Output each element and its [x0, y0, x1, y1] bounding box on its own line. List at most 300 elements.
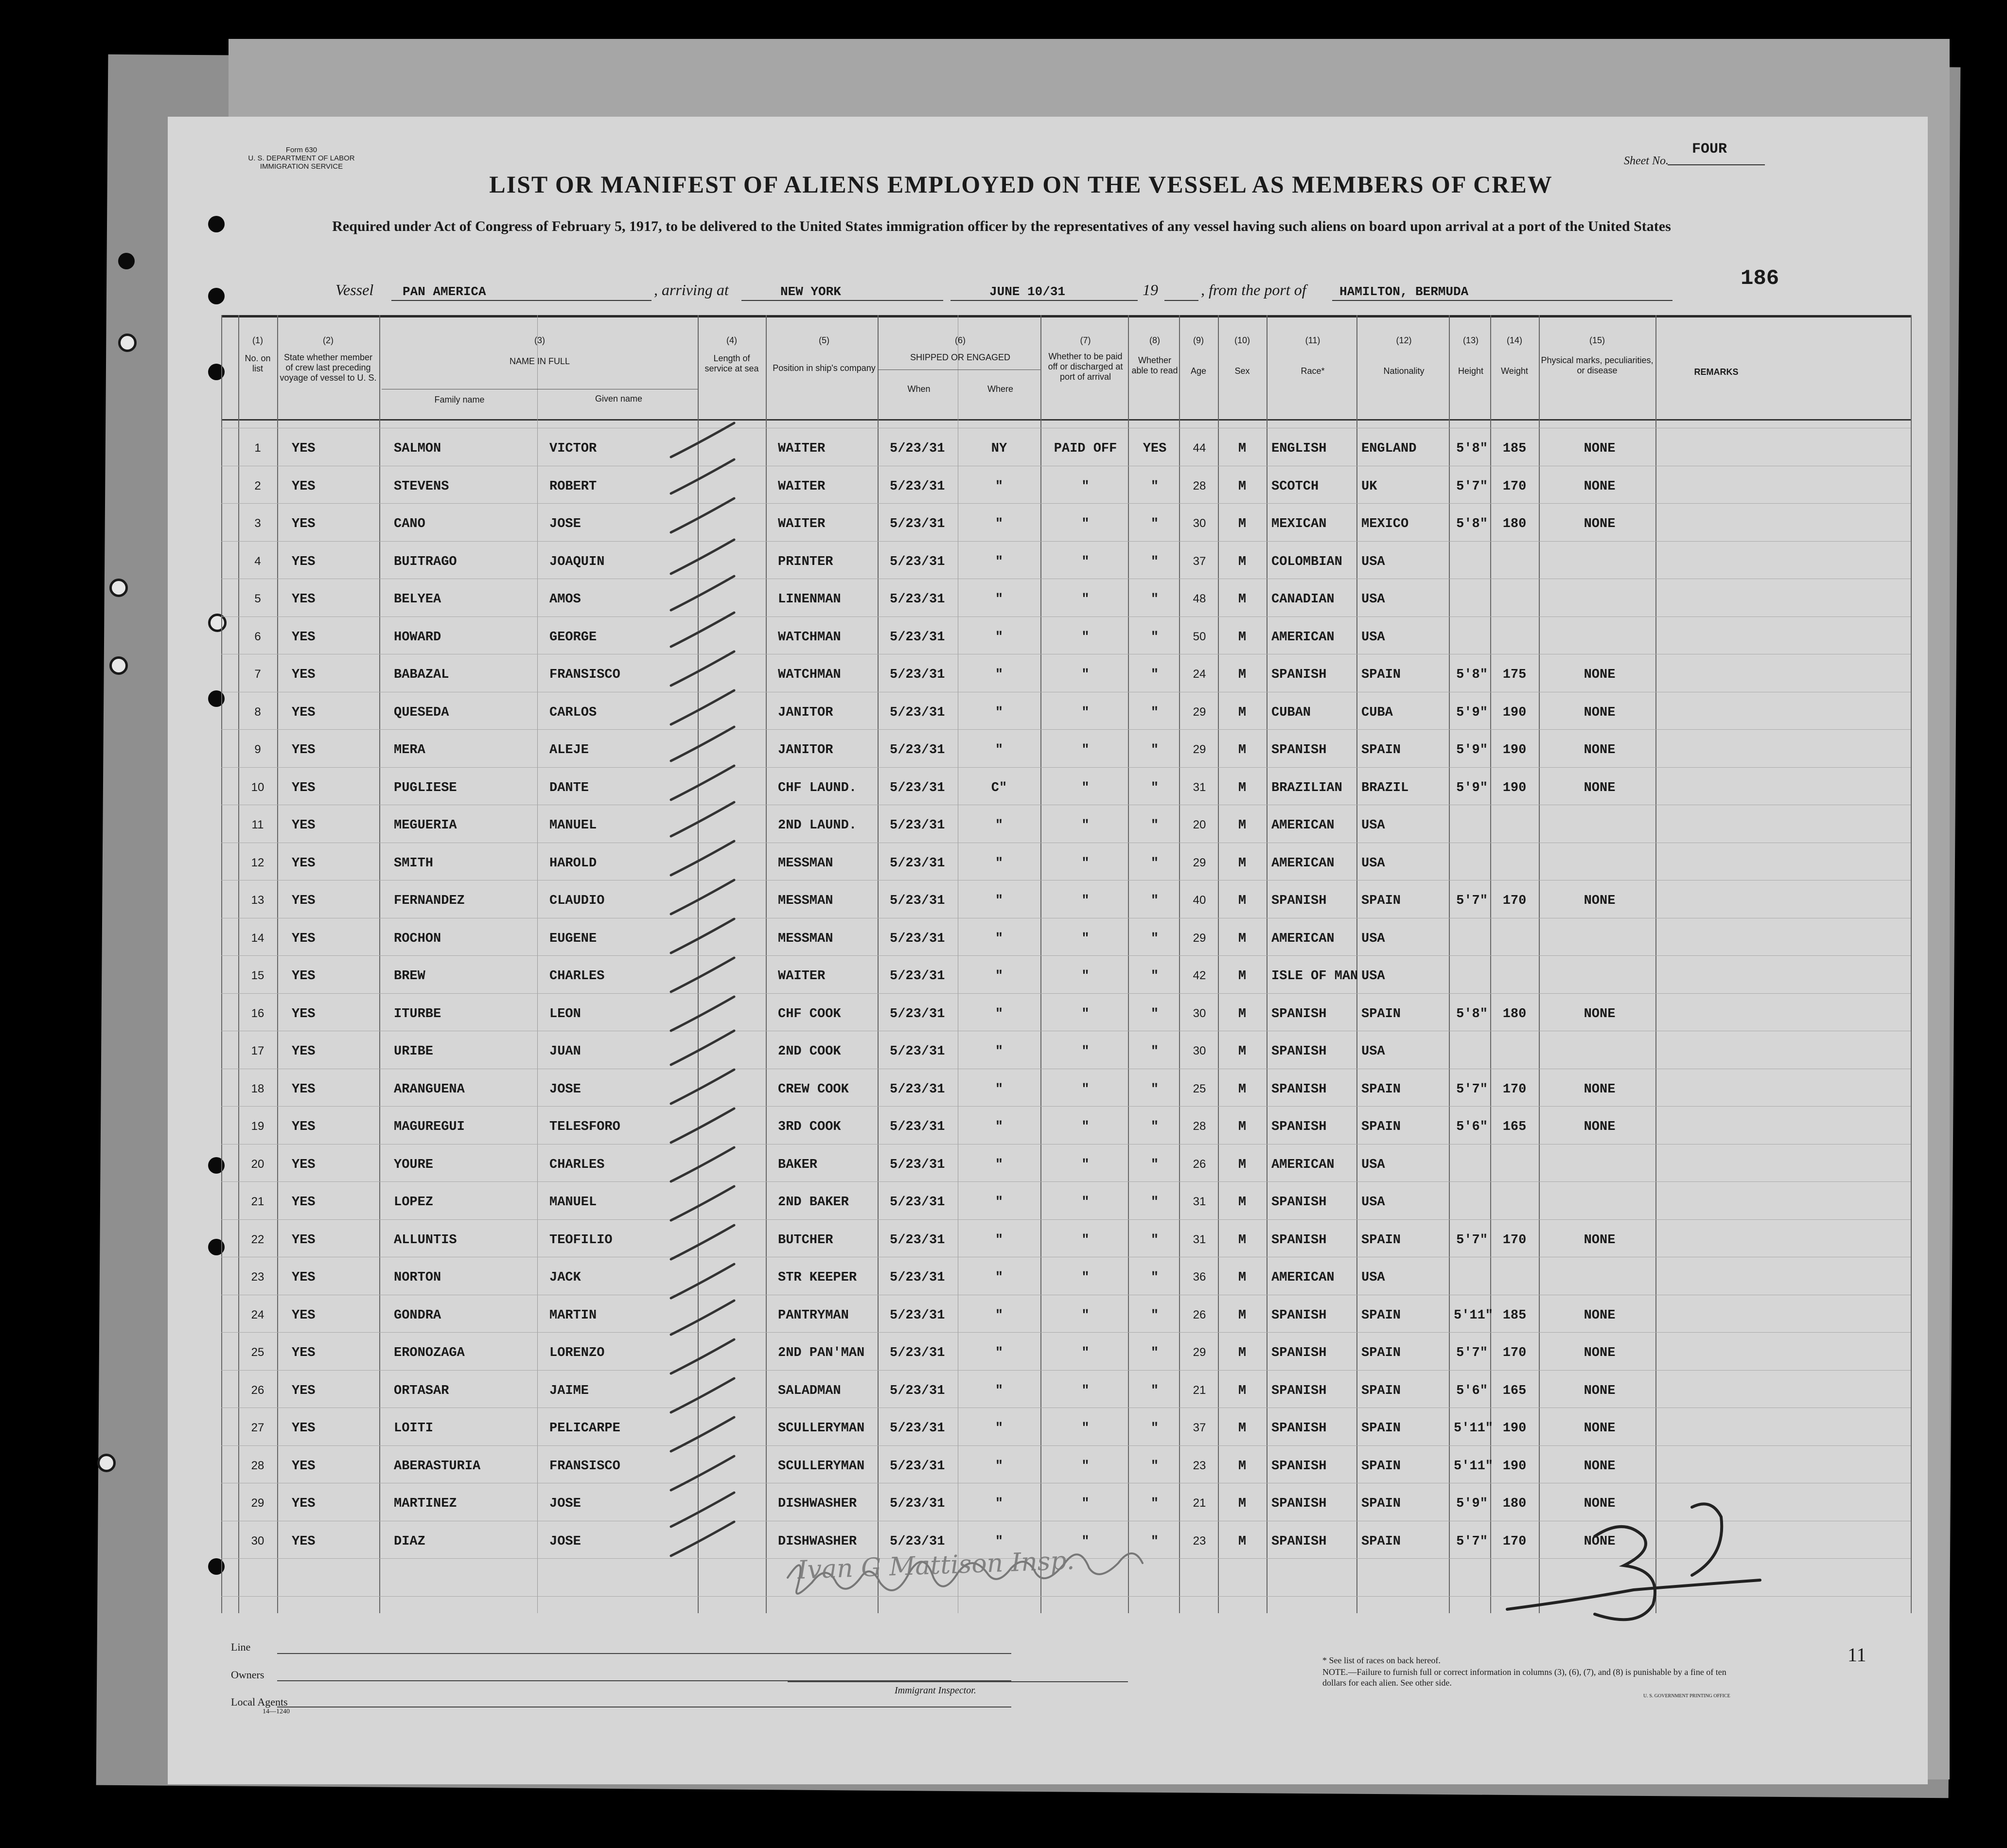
- col-remarks-header: REMARKS: [1694, 367, 1739, 377]
- cell-height: 5'9": [1456, 1496, 1488, 1511]
- cell-position: CHF COOK: [778, 1006, 841, 1021]
- cell-position: PRINTER: [778, 554, 833, 569]
- cell-age: 29: [1193, 931, 1206, 945]
- inspector-signature: Ivan G Mattison Insp.: [797, 1546, 1075, 1585]
- cell-height: 5'7": [1456, 1082, 1488, 1097]
- cell-position: WATCHMAN: [778, 630, 841, 645]
- cell-paid: ": [1081, 479, 1090, 494]
- line-field-line: [277, 1653, 1011, 1654]
- col-15-header: (15) Physical marks, peculiarities, or disease: [1541, 335, 1654, 375]
- cell-where: ": [995, 1308, 1004, 1323]
- cell-n: 2: [254, 479, 261, 493]
- cell-n: 18: [251, 1082, 264, 1095]
- sheet-number: FOUR: [1692, 141, 1727, 158]
- cell-paid: ": [1081, 1044, 1090, 1059]
- cell-when: 5/23/31: [890, 1308, 945, 1323]
- cell-given: AMOS: [549, 592, 581, 607]
- cell-age: 29: [1193, 743, 1206, 756]
- cell-weight: 170: [1502, 1232, 1527, 1248]
- cell-race: SPANISH: [1271, 1120, 1327, 1134]
- margin-mark: 11: [1848, 1644, 1866, 1666]
- cell-where: ": [995, 1232, 1004, 1248]
- cell-paid: ": [1081, 1270, 1090, 1285]
- cell-when: 5/23/31: [890, 1346, 945, 1360]
- cell-sex: M: [1238, 1346, 1247, 1360]
- cell-given: LORENZO: [549, 1346, 605, 1360]
- cell-age: 23: [1193, 1459, 1206, 1472]
- cell-when: 5/23/31: [890, 1534, 945, 1549]
- cell-where: ": [995, 517, 1004, 531]
- cell-marks: NONE: [1584, 1346, 1616, 1360]
- cell-paid: ": [1081, 743, 1090, 757]
- cell-where: ": [995, 1157, 1004, 1172]
- cell-prev: YES: [292, 1120, 316, 1134]
- cell-height: 5'7": [1456, 1534, 1488, 1549]
- cell-position: 3RD COOK: [778, 1120, 841, 1134]
- cell-prev: YES: [292, 1421, 316, 1436]
- year-label: 19: [1143, 281, 1158, 299]
- form-service: IMMIGRATION SERVICE: [260, 162, 343, 171]
- cell-when: 5/23/31: [890, 1232, 945, 1248]
- cell-age: 21: [1193, 1383, 1206, 1397]
- local-agents-label: Local Agents: [231, 1696, 288, 1708]
- cell-age: 23: [1193, 1534, 1206, 1548]
- cell-sex: M: [1238, 668, 1247, 682]
- cell-when: 5/23/31: [890, 856, 945, 871]
- cell-paid: PAID OFF: [1054, 441, 1117, 456]
- cell-n: 11: [251, 818, 264, 831]
- cell-weight: 190: [1502, 780, 1527, 795]
- cell-age: 30: [1193, 1006, 1206, 1020]
- cell-height: 5'11": [1454, 1421, 1494, 1436]
- cell-marks: NONE: [1584, 1534, 1616, 1549]
- cell-race: COLOMBIAN: [1271, 554, 1342, 569]
- cell-position: 2ND PAN'MAN: [778, 1346, 865, 1360]
- cell-when: 5/23/31: [890, 479, 945, 494]
- cell-nat: USA: [1361, 856, 1385, 871]
- cell-prev: YES: [292, 1232, 316, 1248]
- cell-given: CHARLES: [549, 969, 605, 984]
- printer-imprint: U. S. GOVERNMENT PRINTING OFFICE: [1643, 1693, 1730, 1699]
- cell-family: STEVENS: [394, 479, 449, 494]
- cell-read: ": [1150, 1346, 1159, 1360]
- cell-given: CLAUDIO: [549, 894, 605, 908]
- cell-paid: ": [1081, 894, 1090, 908]
- arrival-date: JUNE 10/31: [989, 284, 1066, 299]
- cell-paid: ": [1081, 1232, 1090, 1248]
- cell-n: 25: [251, 1346, 264, 1359]
- cell-nat: SPAIN: [1361, 743, 1401, 757]
- cell-weight: 170: [1502, 894, 1527, 908]
- cell-given: FRANSISCO: [549, 1459, 620, 1474]
- cell-prev: YES: [292, 592, 316, 607]
- col-2-header: (2) State whether member of crew last preceding voyage of vessel to U. S.: [280, 335, 377, 383]
- cell-when: 5/23/31: [890, 1120, 945, 1134]
- cell-race: SPANISH: [1271, 1459, 1327, 1474]
- cell-read: ": [1150, 1120, 1159, 1134]
- cell-prev: YES: [292, 1346, 316, 1360]
- cell-nat: USA: [1361, 818, 1385, 833]
- cell-given: MANUEL: [549, 818, 597, 833]
- form-department: U. S. DEPARTMENT OF LABOR: [248, 154, 355, 162]
- cell-when: 5/23/31: [890, 554, 945, 569]
- cell-when: 5/23/31: [890, 668, 945, 682]
- cell-where: ": [995, 554, 1004, 569]
- cell-family: ABERASTURIA: [394, 1459, 481, 1474]
- cell-given: JOSE: [549, 517, 581, 531]
- cell-age: 37: [1193, 1421, 1206, 1434]
- cell-when: 5/23/31: [890, 1496, 945, 1511]
- cell-where: ": [995, 1459, 1004, 1474]
- cell-nat: BRAZIL: [1361, 780, 1409, 795]
- cell-marks: NONE: [1584, 668, 1616, 682]
- cell-paid: ": [1081, 705, 1090, 720]
- cell-where: ": [995, 1044, 1004, 1059]
- cell-prev: YES: [292, 517, 316, 531]
- cell-marks: NONE: [1584, 1459, 1616, 1474]
- cell-family: BELYEA: [394, 592, 441, 607]
- cell-paid: ": [1081, 1346, 1090, 1360]
- cell-paid: ": [1081, 969, 1090, 984]
- cell-race: SPANISH: [1271, 1383, 1327, 1398]
- cell-race: MEXICAN: [1271, 517, 1327, 531]
- cell-n: 27: [251, 1421, 264, 1434]
- from-port-label: , from the port of: [1201, 281, 1306, 299]
- cell-height: 5'7": [1456, 1232, 1488, 1248]
- cell-height: 5'9": [1456, 705, 1488, 720]
- form-code: 14—1240: [263, 1708, 290, 1715]
- cell-when: 5/23/31: [890, 1082, 945, 1097]
- cell-marks: NONE: [1584, 479, 1616, 494]
- cell-read: ": [1150, 554, 1159, 569]
- cell-paid: ": [1081, 1195, 1090, 1210]
- cell-read: ": [1150, 1308, 1159, 1323]
- cell-read: ": [1150, 1459, 1159, 1474]
- cell-family: NORTON: [394, 1270, 441, 1285]
- cell-n: 3: [254, 517, 261, 530]
- cell-where: ": [995, 856, 1004, 871]
- cell-where: ": [995, 1496, 1004, 1511]
- cell-family: QUESEDA: [394, 705, 449, 720]
- cell-where: ": [995, 479, 1004, 494]
- cell-n: 30: [251, 1534, 264, 1548]
- cell-given: CHARLES: [549, 1157, 605, 1172]
- cell-where: ": [995, 931, 1004, 946]
- cell-sex: M: [1238, 479, 1247, 494]
- cell-weight: 190: [1502, 1459, 1527, 1474]
- cell-position: WAITER: [778, 969, 826, 984]
- cell-marks: NONE: [1584, 1006, 1616, 1021]
- cell-given: VICTOR: [549, 441, 597, 456]
- col-14-header: (14) Weight: [1501, 335, 1528, 376]
- cell-where: C": [991, 780, 1007, 795]
- cell-paid: ": [1081, 1082, 1090, 1097]
- cell-n: 16: [251, 1006, 264, 1020]
- cell-position: WATCHMAN: [778, 668, 841, 682]
- cell-weight: 165: [1502, 1120, 1527, 1134]
- cell-n: 24: [251, 1308, 264, 1321]
- cell-read: ": [1150, 894, 1159, 908]
- cell-family: HOWARD: [394, 630, 441, 645]
- cell-paid: ": [1081, 592, 1090, 607]
- cell-prev: YES: [292, 1534, 316, 1549]
- cell-paid: ": [1081, 931, 1090, 946]
- cell-where: ": [995, 969, 1004, 984]
- cell-marks: NONE: [1584, 1421, 1616, 1436]
- cell-where: ": [995, 1270, 1004, 1285]
- cell-given: LEON: [549, 1006, 581, 1021]
- cell-race: SPANISH: [1271, 1082, 1327, 1097]
- cell-position: LINENMAN: [778, 592, 841, 607]
- cell-age: 21: [1193, 1496, 1206, 1510]
- cell-paid: ": [1081, 856, 1090, 871]
- cell-nat: SPAIN: [1361, 1082, 1401, 1097]
- cell-weight: 175: [1502, 668, 1527, 682]
- cell-height: 5'8": [1456, 517, 1488, 531]
- col-6-header: (6) SHIPPED OR ENGAGED: [910, 335, 1011, 362]
- cell-n: 17: [251, 1044, 264, 1057]
- cell-given: TEOFILIO: [549, 1232, 613, 1248]
- col-3-given-subheader: Given name: [595, 394, 643, 404]
- cell-given: JACK: [549, 1270, 581, 1285]
- cell-prev: YES: [292, 705, 316, 720]
- cell-position: SCULLERYMAN: [778, 1421, 865, 1436]
- cell-race: SPANISH: [1271, 1534, 1327, 1549]
- departure-port: HAMILTON, BERMUDA: [1339, 284, 1469, 299]
- cell-paid: ": [1081, 1157, 1090, 1172]
- cell-nat: USA: [1361, 630, 1385, 645]
- cell-where: ": [995, 1346, 1004, 1360]
- cell-sex: M: [1238, 1421, 1247, 1436]
- cell-where: ": [995, 668, 1004, 682]
- cell-read: ": [1150, 1383, 1159, 1398]
- cell-family: ITURBE: [394, 1006, 441, 1021]
- cell-nat: USA: [1361, 1157, 1385, 1172]
- cell-position: JANITOR: [778, 743, 833, 757]
- cell-given: PELICARPE: [549, 1421, 620, 1436]
- cell-given: JOSE: [549, 1534, 581, 1549]
- cell-age: 37: [1193, 554, 1206, 568]
- cell-age: 28: [1193, 479, 1206, 493]
- cell-n: 26: [251, 1383, 264, 1397]
- cell-position: BAKER: [778, 1157, 818, 1172]
- cell-family: PUGLIESE: [394, 780, 457, 795]
- cell-read: ": [1150, 818, 1159, 833]
- cell-sex: M: [1238, 1044, 1247, 1059]
- cell-n: 19: [251, 1120, 264, 1133]
- cell-sex: M: [1238, 818, 1247, 833]
- cell-age: 24: [1193, 668, 1206, 681]
- owners-label: Owners: [231, 1669, 264, 1681]
- cell-prev: YES: [292, 1459, 316, 1474]
- cell-race: ENGLISH: [1271, 441, 1327, 456]
- cell-prev: YES: [292, 1195, 316, 1210]
- cell-sex: M: [1238, 554, 1247, 569]
- cell-read: YES: [1143, 441, 1167, 456]
- cell-family: YOURE: [394, 1157, 434, 1172]
- cell-nat: SPAIN: [1361, 1308, 1401, 1323]
- cell-paid: ": [1081, 1308, 1090, 1323]
- cell-nat: USA: [1361, 1195, 1385, 1210]
- inspector-signature-line: [788, 1681, 1128, 1682]
- sheet-number-label: Sheet No.: [1624, 155, 1669, 167]
- col-4-header: (4) Length of service at sea: [704, 335, 759, 373]
- cell-family: ROCHON: [394, 931, 441, 946]
- cell-sex: M: [1238, 705, 1247, 720]
- cell-read: ": [1150, 743, 1159, 757]
- cell-sex: M: [1238, 1082, 1247, 1097]
- cell-height: 5'7": [1456, 1346, 1488, 1360]
- cell-position: DISHWASHER: [778, 1534, 857, 1549]
- cell-position: STR KEEPER: [778, 1270, 857, 1285]
- cell-race: SPANISH: [1271, 1496, 1327, 1511]
- cell-when: 5/23/31: [890, 1459, 945, 1474]
- cell-prev: YES: [292, 743, 316, 757]
- cell-height: 5'8": [1456, 668, 1488, 682]
- cell-where: ": [995, 1006, 1004, 1021]
- cell-position: MESSMAN: [778, 931, 833, 946]
- col-3-family-subheader: Family name: [434, 395, 485, 405]
- arrival-port: NEW YORK: [780, 284, 841, 299]
- cell-age: 31: [1193, 780, 1206, 794]
- inspector-label: Immigrant Inspector.: [895, 1685, 976, 1696]
- arriving-label: , arriving at: [654, 281, 729, 299]
- cell-position: CHF LAUND.: [778, 780, 857, 795]
- cell-family: ERONOZAGA: [394, 1346, 465, 1360]
- cell-n: 6: [254, 630, 261, 643]
- cell-race: SPANISH: [1271, 1044, 1327, 1059]
- cell-height: 5'9": [1456, 780, 1488, 795]
- cell-when: 5/23/31: [890, 592, 945, 607]
- cell-race: SCOTCH: [1271, 479, 1319, 494]
- cell-paid: ": [1081, 1383, 1090, 1398]
- cell-given: DANTE: [549, 780, 589, 795]
- cell-where: ": [995, 1082, 1004, 1097]
- cell-given: CARLOS: [549, 705, 597, 720]
- cell-paid: ": [1081, 1120, 1090, 1134]
- cell-given: ROBERT: [549, 479, 597, 494]
- cell-age: 30: [1193, 517, 1206, 530]
- cell-family: BREW: [394, 969, 425, 984]
- cell-read: ": [1150, 1496, 1159, 1511]
- cell-when: 5/23/31: [890, 1383, 945, 1398]
- cell-position: 2ND LAUND.: [778, 818, 857, 833]
- form-number: Form 630: [285, 146, 317, 154]
- cell-position: CREW COOK: [778, 1082, 849, 1097]
- cell-position: 2ND BAKER: [778, 1195, 849, 1210]
- cell-when: 5/23/31: [890, 1195, 945, 1210]
- cell-read: ": [1150, 1044, 1159, 1059]
- cell-race: CUBAN: [1271, 705, 1311, 720]
- cell-prev: YES: [292, 1270, 316, 1285]
- cell-weight: 170: [1502, 479, 1527, 494]
- cell-family: MEGUERIA: [394, 818, 457, 833]
- cell-prev: YES: [292, 1308, 316, 1323]
- cell-given: JOSE: [549, 1496, 581, 1511]
- cell-where: ": [995, 1195, 1004, 1210]
- cell-position: SALADMAN: [778, 1383, 841, 1398]
- cell-when: 5/23/31: [890, 441, 945, 456]
- cell-nat: USA: [1361, 969, 1385, 984]
- cell-read: ": [1150, 1195, 1159, 1210]
- cell-sex: M: [1238, 630, 1247, 645]
- col-6-where-subheader: Where: [987, 384, 1013, 394]
- cell-prev: YES: [292, 1383, 316, 1398]
- cell-where: ": [995, 705, 1004, 720]
- cell-marks: NONE: [1584, 1120, 1616, 1134]
- cell-family: MAGUREGUI: [394, 1120, 465, 1134]
- cell-paid: ": [1081, 780, 1090, 795]
- cell-marks: NONE: [1584, 1082, 1616, 1097]
- cell-age: 48: [1193, 592, 1206, 605]
- page-title: LIST OR MANIFEST OF ALIENS EMPLOYED ON THE VESSEL AS MEMBERS OF CREW: [489, 171, 1553, 198]
- cell-race: ISLE OF MAN: [1271, 969, 1358, 984]
- cell-prev: YES: [292, 1006, 316, 1021]
- cell-read: ": [1150, 517, 1159, 531]
- cell-race: AMERICAN: [1271, 818, 1335, 833]
- cell-n: 1: [254, 441, 261, 455]
- cell-nat: SPAIN: [1361, 894, 1401, 908]
- cell-race: SPANISH: [1271, 1006, 1327, 1021]
- cell-age: 29: [1193, 705, 1206, 719]
- cell-sex: M: [1238, 969, 1247, 984]
- cell-nat: UK: [1361, 479, 1377, 494]
- col-6-when-subheader: When: [907, 384, 931, 394]
- cell-weight: 190: [1502, 1421, 1527, 1436]
- cell-prev: YES: [292, 931, 316, 946]
- cell-prev: YES: [292, 441, 316, 456]
- cell-where: ": [995, 894, 1004, 908]
- cell-when: 5/23/31: [890, 517, 945, 531]
- cell-family: LOPEZ: [394, 1195, 434, 1210]
- cell-n: 10: [251, 780, 264, 794]
- cell-sex: M: [1238, 517, 1247, 531]
- cell-marks: NONE: [1584, 1496, 1616, 1511]
- vessel-label: Vessel: [335, 281, 374, 299]
- cell-sex: M: [1238, 1459, 1247, 1474]
- cell-family: FERNANDEZ: [394, 894, 465, 908]
- cell-prev: YES: [292, 554, 316, 569]
- cell-sex: M: [1238, 1308, 1247, 1323]
- cell-paid: ": [1081, 818, 1090, 833]
- cell-height: 5'8": [1456, 1006, 1488, 1021]
- cell-read: ": [1150, 1006, 1159, 1021]
- cell-n: 4: [254, 554, 261, 568]
- cell-when: 5/23/31: [890, 1157, 945, 1172]
- page-subtitle: Required under Act of Congress of February 5, 1917, to be delivered to the United States immigration officer by the representatives of any vessel having such aliens on board upon arrival at a port of the United States: [332, 218, 1671, 234]
- cell-given: JUAN: [549, 1044, 581, 1059]
- cell-race: SPANISH: [1271, 894, 1327, 908]
- cell-given: JOSE: [549, 1082, 581, 1097]
- cell-nat: USA: [1361, 1270, 1385, 1285]
- cell-family: GONDRA: [394, 1308, 441, 1323]
- cell-when: 5/23/31: [890, 969, 945, 984]
- cell-nat: USA: [1361, 1044, 1385, 1059]
- cell-family: SALMON: [394, 441, 441, 456]
- cell-marks: NONE: [1584, 780, 1616, 795]
- cell-paid: ": [1081, 1421, 1090, 1436]
- cell-sex: M: [1238, 1232, 1247, 1248]
- cell-sex: M: [1238, 441, 1247, 456]
- cell-n: 22: [251, 1232, 264, 1246]
- cell-race: AMERICAN: [1271, 856, 1335, 871]
- col-5-header: (5) Position in ship's company: [773, 335, 876, 373]
- cell-read: ": [1150, 780, 1159, 795]
- cell-race: CANADIAN: [1271, 592, 1335, 607]
- cell-race: SPANISH: [1271, 1308, 1327, 1323]
- cell-when: 5/23/31: [890, 780, 945, 795]
- cell-family: BABAZAL: [394, 668, 449, 682]
